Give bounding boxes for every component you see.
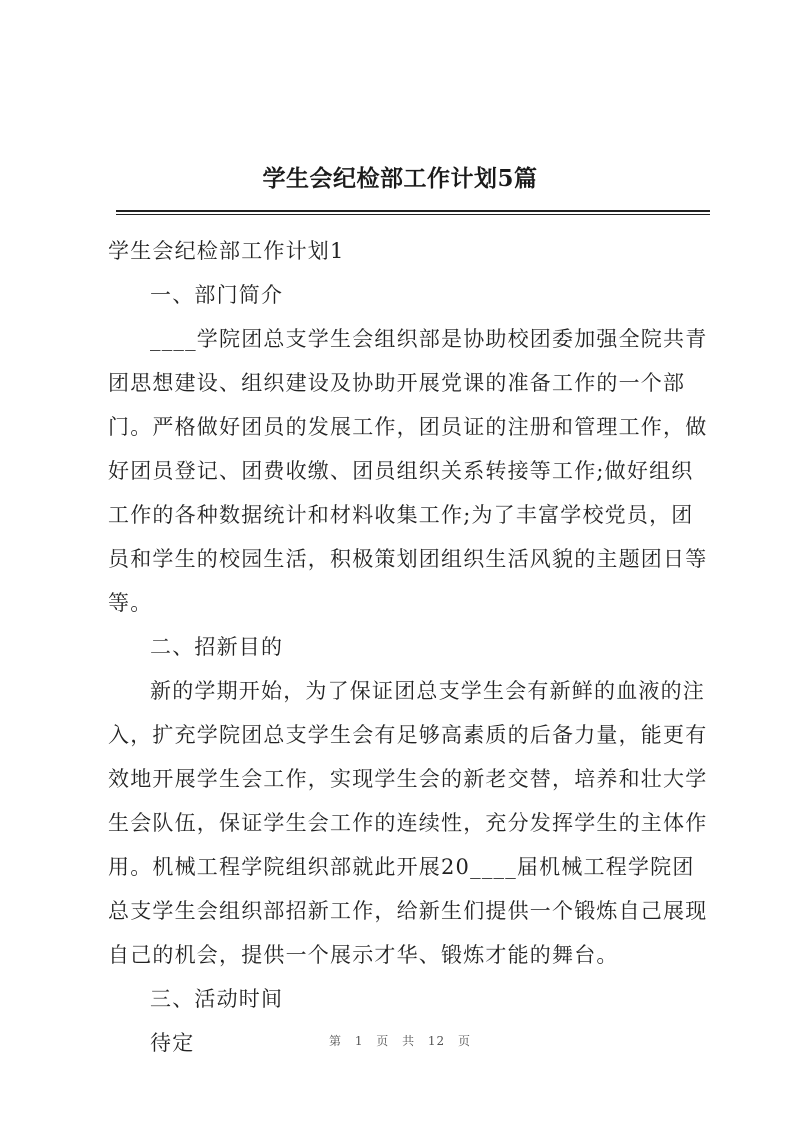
- paragraph-department-intro: ____学院团总支学生会组织部是协助校团委加强全院共青团思想建设、组织建设及协助开展党课的准备工作的一个部门。严格做好团员的发展工作，团员证的注册和管理工作，做好团员登记、团费收缴、团员组织关系转接等工作;做好组织工作的各种数据统计和材料收集工作;为了丰富学校党员，团员和学生的校园生活，积极策划团组织生活风貌的主题团日等等。: [108, 327, 708, 615]
- paragraph-recruitment-purpose: 新的学期开始，为了保证团总支学生会有新鲜的血液的注入，扩充学院团总支学生会有足够高素质的后备力量，能更有效地开展学生会工作，实现学生会的新老交替，培养和壮大学生会队伍，保证学生会工作的连续性，充分发挥学生的主体作用。机械工程学院组织部就此开展20____届机械工程学院团总支学生会组织部招新工作，给新生们提供一个锻炼自己展现自己的机会，提供一个展示才华、锻炼才能的舞台。: [108, 679, 708, 967]
- section-heading: 学生会纪检部工作计划1: [108, 239, 345, 263]
- page-footer: 第 1 页 共 12 页: [329, 1034, 471, 1048]
- title-divider-thick: [116, 210, 710, 212]
- title-divider-thin: [116, 214, 710, 215]
- heading-recruitment-purpose: 二、招新目的: [150, 635, 284, 659]
- heading-activity-time: 三、活动时间: [150, 987, 284, 1011]
- document-title: 学生会纪检部工作计划5篇: [262, 165, 538, 192]
- heading-department-intro: 一、部门简介: [150, 283, 284, 307]
- paragraph-activity-time: 待定: [150, 1031, 195, 1055]
- document-body: [108, 229, 708, 1065]
